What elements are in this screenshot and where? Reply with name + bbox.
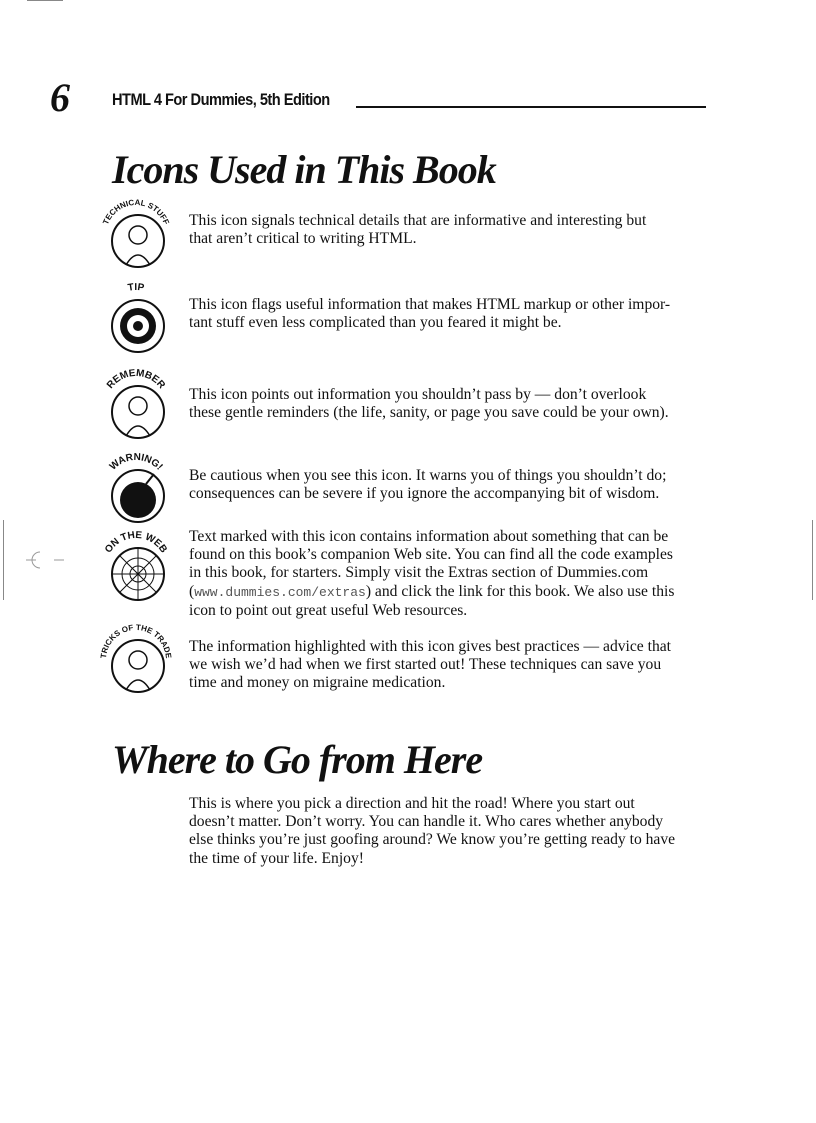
text-line: doesn’t matter. Don’t worry. You can handle it. Who cares whether anybody <box>189 813 664 831</box>
running-title: HTML 4 For Dummies, 5th Edition <box>112 90 330 109</box>
text-line: the time of your life. Enjoy! <box>189 849 364 867</box>
text-line: these gentle reminders (the life, sanity, or page you save could be your own). <box>189 404 669 422</box>
icon-description <box>189 638 671 693</box>
text-line: time and money on migraine medication. <box>189 674 446 692</box>
icon-label: REMEMBER <box>104 367 168 391</box>
text-line: consequences can be severe if you ignore the accompanying bit of wisdom. <box>189 485 660 503</box>
text-line: This icon signals technical details that are informative and interesting but <box>189 212 647 229</box>
page-number: 6 <box>50 75 70 120</box>
remember-icon <box>98 366 174 442</box>
icon-label: TIP <box>127 281 145 294</box>
svg-text:ON THE WEB <box>103 530 169 555</box>
paragraph <box>189 795 675 868</box>
svg-text:TIP <box>127 282 145 294</box>
text-line: icon to point out great useful Web resources. <box>189 601 468 619</box>
text-line <box>189 583 674 602</box>
text-line: Be cautious when you see this icon. It warns you of things you shouldn’t do; <box>189 467 667 484</box>
svg-text:TECHNICAL STUFF <box>101 198 171 226</box>
icon-label: ON THE WEB <box>103 529 169 556</box>
technical-stuff-icon <box>98 195 174 271</box>
url-link[interactable]: www.dummies.com/extras <box>194 584 366 600</box>
text-line: The information highlighted with this icon gives best practices — advice that <box>189 638 671 655</box>
text-line: else thinks you’re just goofing around? We know you’re getting ready to have <box>189 831 676 849</box>
registration-mark-icon <box>22 548 68 572</box>
crop-mark <box>3 520 4 600</box>
svg-text:REMEMBER <box>105 368 168 392</box>
text-line: found on this book’s companion Web site. You can find all the code examples <box>189 546 673 564</box>
crop-mark <box>27 0 63 1</box>
text: ( <box>189 582 195 600</box>
crop-mark <box>812 520 813 600</box>
tricks-of-the-trade-icon <box>98 620 174 696</box>
icon-label: WARNING! <box>107 451 165 473</box>
text-line: This icon points out information you shouldn’t pass by — don’t overlook <box>189 386 647 403</box>
icon-description <box>189 528 674 620</box>
icon-description <box>189 386 669 422</box>
text-line: This icon flags useful information that makes HTML markup or other impor- <box>189 296 671 313</box>
text-line: we wish we’d had when we first started out! These techniques can save you <box>189 656 662 674</box>
section-heading: Where to Go from Here <box>112 737 483 782</box>
text-line: Text marked with this icon contains information about something that can be <box>189 528 669 545</box>
icon-description <box>189 296 670 332</box>
text-line: This is where you pick a direction and hit the road! Where you start out <box>189 795 635 812</box>
warning-icon <box>98 450 174 526</box>
text-line: in this book, for starters. Simply visit the Extras section of Dummies.com <box>189 564 649 582</box>
header-rule <box>356 106 706 108</box>
icon-description <box>189 467 666 503</box>
icon-description <box>189 212 646 248</box>
text-line: tant stuff even less complicated than you feared it might be. <box>189 314 562 332</box>
icon-label: TECHNICAL STUFF <box>101 197 171 226</box>
on-the-web-icon <box>98 528 174 604</box>
icon-label: TRICKS OF THE TRADE <box>98 622 174 659</box>
text-line: that aren’t critical to writing HTML. <box>189 230 417 248</box>
text: ) and click the link for this book. We also use this <box>365 582 675 600</box>
tip-icon <box>98 280 174 356</box>
section-heading: Icons Used in This Book <box>112 147 496 192</box>
